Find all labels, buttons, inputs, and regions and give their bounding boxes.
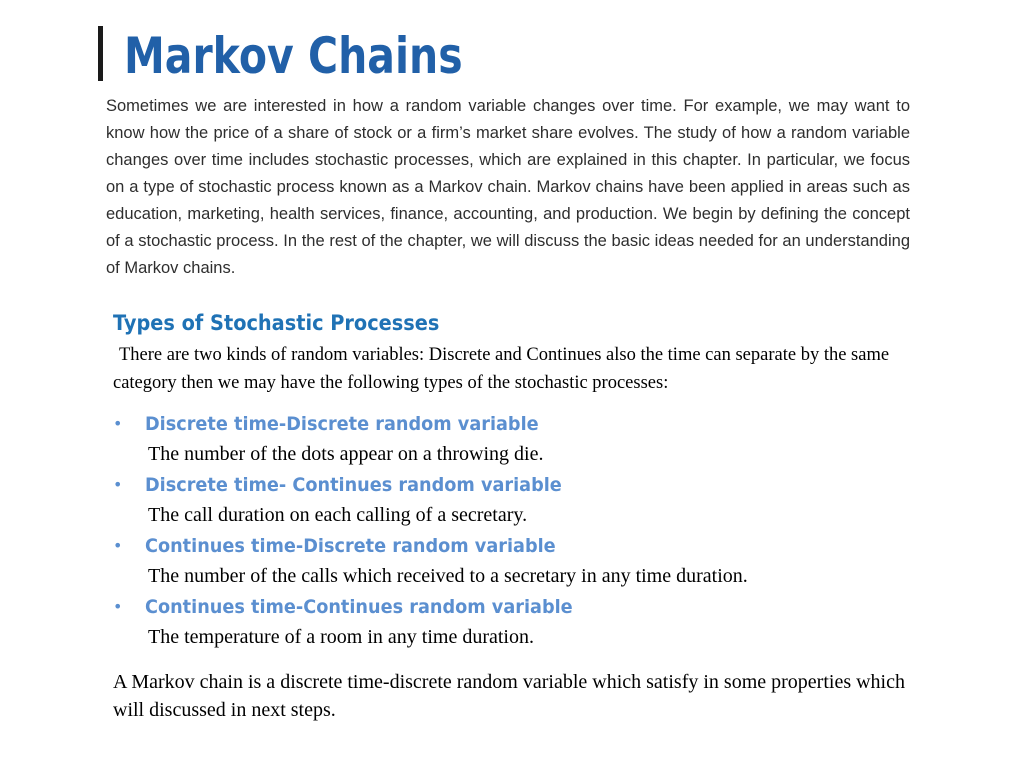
section-title: Types of Stochastic Processes [113, 311, 440, 335]
page-title: Markov Chains [124, 27, 463, 85]
intro-paragraph: Sometimes we are interested in how a random variable changes over time. For example, we may want to know how the price of a share of stock or a firm’s market share evolves. The study of how a random variable changes over time includes stochastic processes, which are explained in this chapter. In particular, we focus on a type of stochastic process known as a Markov chain. Markov chains have been applied in areas such as education, marketing, health services, finance, accounting, and production. We begin by defining the concept of a stochastic process. In the rest of the chapter, we will discuss the basic ideas needed for an understanding of Markov chains. [106, 97, 910, 277]
title-accent-bar [98, 26, 103, 81]
type-example: The number of the dots appear on a throwing die. [148, 443, 544, 465]
section-intro-paragraph: There are two kinds of random variables: Discrete and Continues also the time can separate by the same category then we may have the following types of the stochastic processes: [113, 345, 890, 393]
list-item [113, 469, 913, 530]
bullet-icon: • [113, 597, 123, 616]
bullet-icon: • [113, 475, 123, 494]
bullet-icon: • [113, 414, 123, 433]
type-example: The temperature of a room in any time duration. [148, 626, 534, 648]
type-example: The call duration on each calling of a secretary. [148, 504, 528, 526]
process-types-list [113, 408, 913, 652]
type-label: Continues time-Discrete random variable [145, 535, 556, 557]
list-item [113, 530, 913, 591]
conclusion-paragraph: A Markov chain is a discrete time-discrete random variable which satisfy in some properties which will discussed in next steps. [113, 671, 905, 721]
type-label: Discrete time-Discrete random variable [145, 413, 539, 435]
type-label: Continues time-Continues random variable [145, 596, 573, 618]
list-item [113, 408, 913, 469]
type-label: Discrete time- Continues random variable [145, 474, 562, 496]
list-item [113, 591, 913, 652]
bullet-icon: • [113, 536, 123, 555]
type-example: The number of the calls which received to a secretary in any time duration. [148, 565, 748, 587]
